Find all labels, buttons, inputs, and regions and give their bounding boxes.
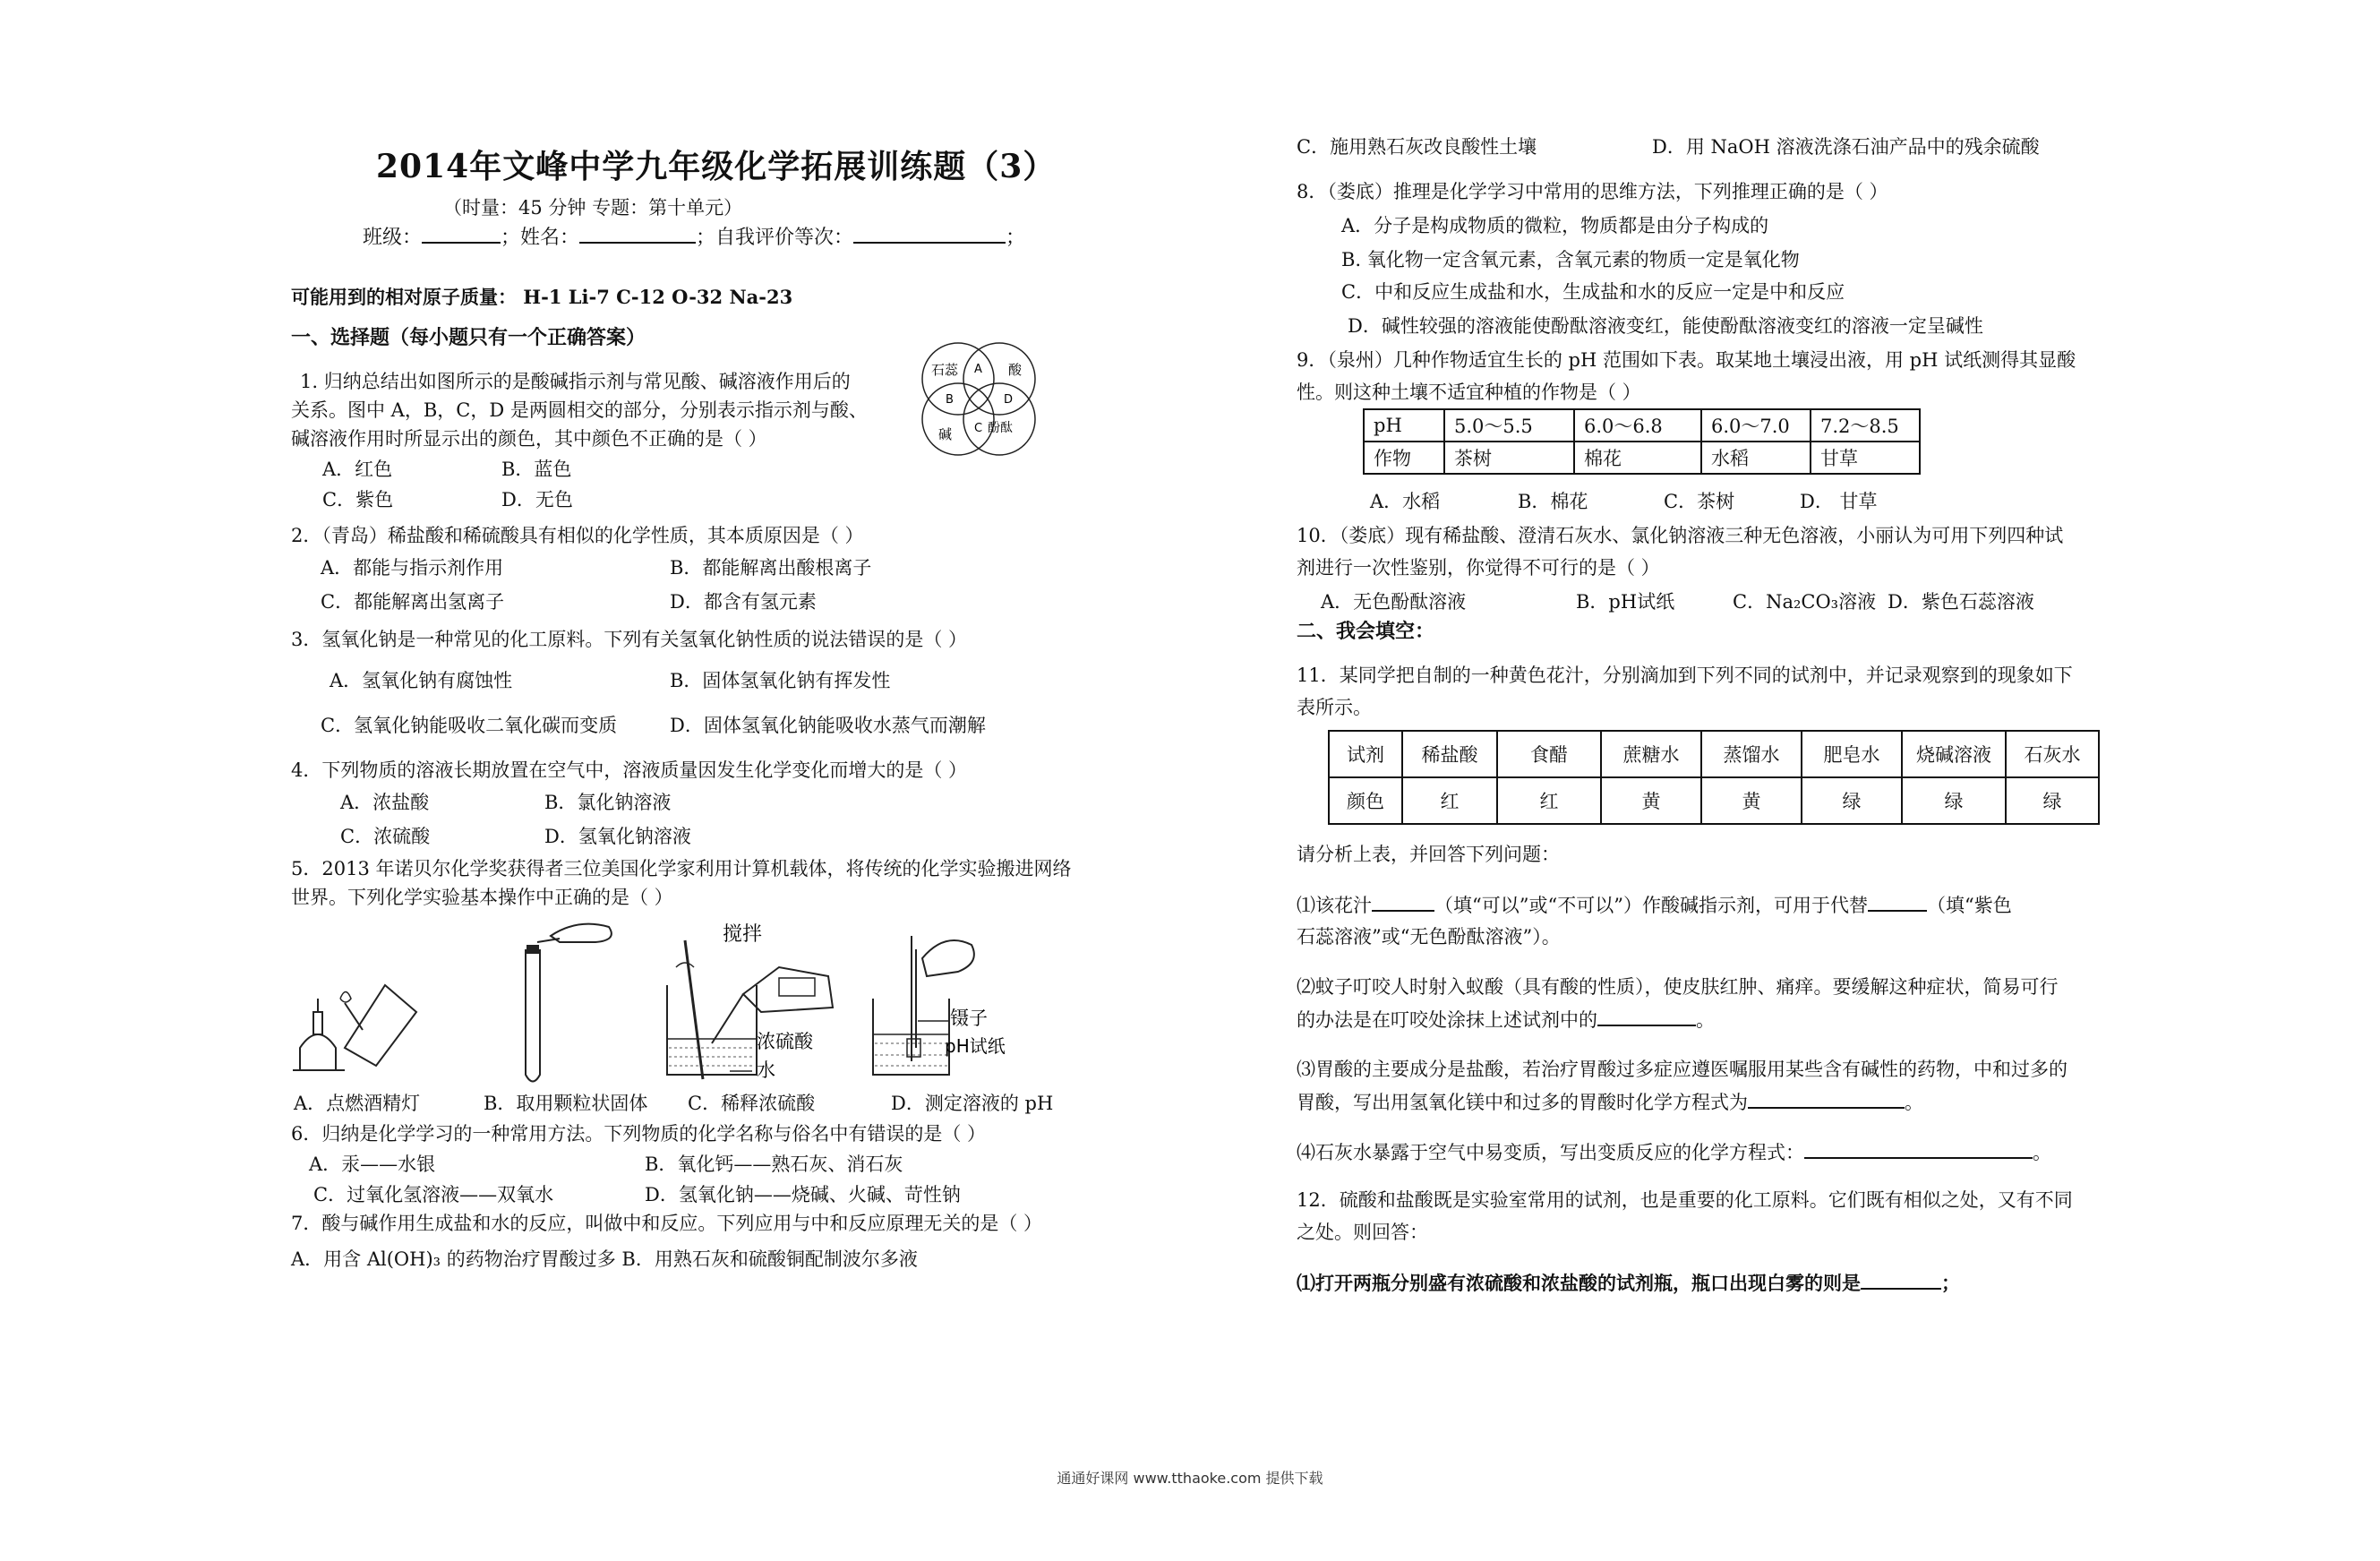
venn-phenol: 酚酞	[988, 421, 1013, 435]
q2-option-b[interactable]: B．都能解离出酸根离子	[670, 557, 872, 579]
q7-options-ab[interactable]: A．用含 Al(OH)₃ 的药物治疗胃酸过多 B．用熟石灰和硫酸铜配制波尔多液	[291, 1248, 918, 1270]
q11-part4: ⑷石灰水暴露于空气中易变质，写出变质反应的化学方程式： 。	[1297, 1139, 2051, 1165]
eval-blank[interactable]	[853, 224, 1006, 244]
q5-option-a[interactable]: A．点燃酒精灯	[294, 1093, 421, 1114]
q9-option-d[interactable]: D． 甘草	[1800, 491, 1878, 512]
q11-part1: ⑴该花汁 （填“可以”或“不可以”）作酸碱指示剂，可用于代替 （填“紫色	[1297, 892, 2012, 918]
q10-line-2: 剂进行一次性鉴别，你觉得不可行的是（ ）	[1297, 557, 1660, 579]
ph-test-figure	[873, 936, 1006, 1075]
section1-heading: 一、选择题（每小题只有一个正确答案）	[291, 326, 646, 349]
q11-line-1: 11．某同学把自制的一种黄色花汁，分别滴加到下列不同的试剂中，并记录观察到的现象如下	[1297, 665, 2073, 686]
q10-option-b[interactable]: B．pH试纸	[1576, 591, 1675, 613]
q12-blank-1[interactable]	[1861, 1270, 1941, 1290]
q9-line-2: 性。则这种土壤不适宜种植的作物是（ ）	[1297, 382, 1641, 403]
q4-option-d[interactable]: D．氢氧化钠溶液	[544, 826, 691, 847]
q3-option-a[interactable]: A．氢氧化钠有腐蚀性	[330, 670, 513, 691]
q10-line-1: 10．（娄底）现有稀盐酸、澄清石灰水、氯化钠溶液三种无色溶液，小丽认为可用下列四种试	[1297, 525, 2064, 546]
q1-line-3: 碱溶液作用时所显示出的颜色，其中颜色不正确的是（ ）	[291, 428, 767, 450]
q1-option-d[interactable]: D．无色	[501, 489, 573, 510]
q2-option-c[interactable]: C．都能解离出氢离子	[321, 591, 505, 613]
q8-option-a[interactable]: A．分子是构成物质的微粒，物质都是由分子构成的	[1341, 215, 1769, 236]
q3-option-b[interactable]: B．固体氢氧化钠有挥发性	[670, 670, 891, 691]
atomic-mass-line: 可能用到的相对原子质量： H-1 Li-7 C-12 O-32 Na-23	[291, 286, 793, 308]
q1-option-b[interactable]: B．蓝色	[501, 459, 572, 480]
indicator-venn-diagram	[912, 339, 1046, 459]
q9-option-c[interactable]: C．茶树	[1664, 491, 1735, 512]
q2-option-a[interactable]: A．都能与指示剂作用	[321, 557, 504, 579]
q11-blank-1[interactable]	[1372, 892, 1434, 912]
q5-experiment-figures	[291, 913, 1052, 1088]
eval-label: ；自我评价等次：	[696, 227, 854, 249]
q11-blank-2[interactable]	[1868, 892, 1927, 912]
q8-option-d[interactable]: D．碱性较强的溶液能使酚酞溶液变红，能使酚酞溶液变红的溶液一定呈碱性	[1348, 315, 1983, 337]
venn-litmus: 石蕊	[931, 362, 959, 378]
q1-option-a[interactable]: A．红色	[322, 459, 393, 480]
q11-blank-5[interactable]	[1804, 1139, 2033, 1159]
test-tube-figure	[526, 924, 612, 1082]
q5-option-c[interactable]: C．稀释浓硫酸	[688, 1093, 816, 1114]
section2-heading: 二、我会填空：	[1297, 620, 1435, 643]
q8-stem: 8．（娄底）推理是化学学习中常用的思维方法，下列推理正确的是（ ）	[1297, 181, 1888, 202]
svg-text:A: A	[974, 363, 982, 376]
q10-option-c[interactable]: C．Na₂CO₃溶液	[1733, 591, 1877, 613]
svg-text:B: B	[946, 393, 954, 407]
q7-option-c[interactable]: C．施用熟石灰改良酸性土壤	[1297, 136, 1537, 158]
venn-acid: 酸	[1008, 362, 1023, 378]
q4-stem: 4．下列物质的溶液长期放置在空气中，溶液质量因发生化学变化而增大的是（ ）	[291, 759, 968, 781]
q7-stem: 7．酸与碱作用生成盐和水的反应，叫做中和反应。下列应用与中和反应原理无关的是（ ）	[291, 1213, 1043, 1234]
q5-line-2: 世界。下列化学实验基本操作中正确的是（ ）	[291, 887, 673, 908]
q11-blank-3[interactable]	[1597, 1007, 1696, 1026]
q4-option-b[interactable]: B．氯化钠溶液	[544, 792, 672, 813]
table-row: 颜色 红 红 黄 黄 绿 绿 绿	[1329, 777, 2099, 824]
name-label: ；姓名：	[501, 227, 580, 249]
q9-ph-table	[1363, 408, 1921, 475]
q1-line-1: 1. 归纳总结出如图所示的是酸碱指示剂与常见酸、碱溶液作用后的	[300, 371, 851, 392]
q6-option-c[interactable]: C．过氧化氢溶液——双氧水	[313, 1184, 554, 1205]
q3-stem: 3．氢氧化钠是一种常见的化工原料。下列有关氢氧化钠性质的说法错误的是（ ）	[291, 629, 968, 650]
name-blank[interactable]	[579, 224, 696, 244]
q6-option-d[interactable]: D．氢氧化钠——烧碱、火碱、苛性钠	[645, 1184, 961, 1205]
q11-part1-cont: 石蕊溶液”或“无色酚酞溶液”）。	[1297, 926, 1561, 948]
q9-option-a[interactable]: A．水稻	[1370, 491, 1441, 512]
q11-part2-line-1: ⑵蚊子叮咬人时射入蚁酸（具有酸的性质），使皮肤红肿、痛痒。要缓解这种症状，简易可行	[1297, 976, 2059, 998]
q2-option-d[interactable]: D．都含有氢元素	[670, 591, 817, 613]
class-blank[interactable]	[422, 224, 501, 244]
label-ph-paper: pH试纸	[945, 1035, 1006, 1057]
page-subtitle: （时量：45 分钟 专题：第十单元）	[443, 197, 743, 219]
label-conc-acid: 浓硫酸	[757, 1031, 813, 1052]
q6-option-a[interactable]: A．汞——水银	[309, 1154, 436, 1175]
q7-option-d[interactable]: D．用 NaOH 溶液洗涤石油产品中的残余硫酸	[1652, 136, 2040, 158]
student-info-line: 班级： ；姓名： ；自我评价等次： ；	[363, 224, 1025, 252]
q11-reagent-table	[1328, 730, 2100, 825]
q9-line-1: 9．（泉州）几种作物适宜生长的 pH 范围如下表。取某地土壤浸出液，用 pH 试纸测得其显酸	[1297, 349, 2076, 371]
q3-option-d[interactable]: D．固体氢氧化钠能吸收水蒸气而潮解	[670, 715, 986, 736]
table-row: pH 5.0～5.5 6.0～6.8 6.0～7.0 7.2～8.5	[1364, 409, 1920, 442]
q11-part3-line-1: ⑶胃酸的主要成分是盐酸，若治疗胃酸过多症应遵医嘱服用某些含有碱性的药物，中和过多的	[1297, 1059, 2068, 1080]
dilute-acid-figure	[667, 923, 833, 1081]
q10-option-d[interactable]: D．紫色石蕊溶液	[1888, 591, 2034, 613]
q1-option-c[interactable]: C．紫色	[322, 489, 394, 510]
q5-line-1: 5．2013 年诺贝尔化学奖获得者三位美国化学家利用计算机载体，将传统的化学实验搬进网络	[291, 858, 1072, 879]
q5-option-b[interactable]: B．取用颗粒状固体	[484, 1093, 648, 1114]
page-footer: 通通好课网 www.tthaoke.com 提供下载	[1057, 1470, 1323, 1487]
class-label: 班级：	[363, 227, 423, 249]
alcohol-lamp-figure	[293, 985, 416, 1070]
label-water: 水	[757, 1059, 775, 1081]
q9-option-b[interactable]: B．棉花	[1518, 491, 1588, 512]
q1-line-2: 关系。图中 A，B，C，D 是两圆相交的部分，分别表示指示剂与酸、	[291, 399, 868, 421]
label-tweezers: 镊子	[950, 1008, 988, 1029]
page-title: 2014年文峰中学九年级化学拓展训练题（3）	[376, 148, 1057, 185]
q5-option-d[interactable]: D．测定溶液的 pH	[891, 1093, 1054, 1114]
table-row: 试剂 稀盐酸 食醋 蔗糖水 蒸馏水 肥皂水 烧碱溶液 石灰水	[1329, 731, 2099, 777]
q8-option-b[interactable]: B. 氧化物一定含氧元素，含氧元素的物质一定是氧化物	[1341, 249, 1800, 270]
q11-part2-line-2: 的办法是在叮咬处涂抹上述试剂中的 。	[1297, 1007, 1715, 1033]
q6-stem: 6．归纳是化学学习的一种常用方法。下列物质的化学名称与俗名中有错误的是（ ）	[291, 1123, 987, 1145]
q2-stem: 2．（青岛）稀盐酸和稀硫酸具有相似的化学性质，其本质原因是（ ）	[291, 525, 864, 546]
q6-option-b[interactable]: B．氧化钙——熟石灰、消石灰	[645, 1154, 903, 1175]
q11-line-2: 表所示。	[1297, 697, 1372, 718]
q12-line-1: 12．硫酸和盐酸既是实验室常用的试剂，也是重要的化工原料。它们既有相似之处，又有不同	[1297, 1189, 2073, 1211]
q10-option-a[interactable]: A．无色酚酞溶液	[1321, 591, 1467, 613]
svg-text:D: D	[1004, 393, 1014, 407]
q12-line-2: 之处。则回答：	[1297, 1222, 1428, 1243]
q4-option-a[interactable]: A．浓盐酸	[340, 792, 430, 813]
q3-option-c[interactable]: C．氢氧化钠能吸收二氧化碳而变质	[321, 715, 618, 736]
label-stir: 搅拌	[723, 923, 763, 946]
q8-option-c[interactable]: C．中和反应生成盐和水，生成盐和水的反应一定是中和反应	[1341, 281, 1845, 303]
venn-base: 碱	[938, 426, 953, 442]
q12-part1: ⑴打开两瓶分别盛有浓硫酸和浓盐酸的试剂瓶，瓶口出现白雾的则是 ；	[1297, 1272, 1960, 1294]
q11-blank-4[interactable]	[1748, 1089, 1905, 1109]
q4-option-c[interactable]: C．浓硫酸	[340, 826, 431, 847]
table-row: 作物 茶树 棉花 水稻 甘草	[1364, 442, 1920, 474]
q11-prompt: 请分析上表，并回答下列问题：	[1297, 844, 1560, 865]
q11-part3-line-2: 胃酸，写出用氢氧化镁中和过多的胃酸时化学方程式为 。	[1297, 1089, 1923, 1115]
svg-text:C: C	[974, 422, 983, 435]
